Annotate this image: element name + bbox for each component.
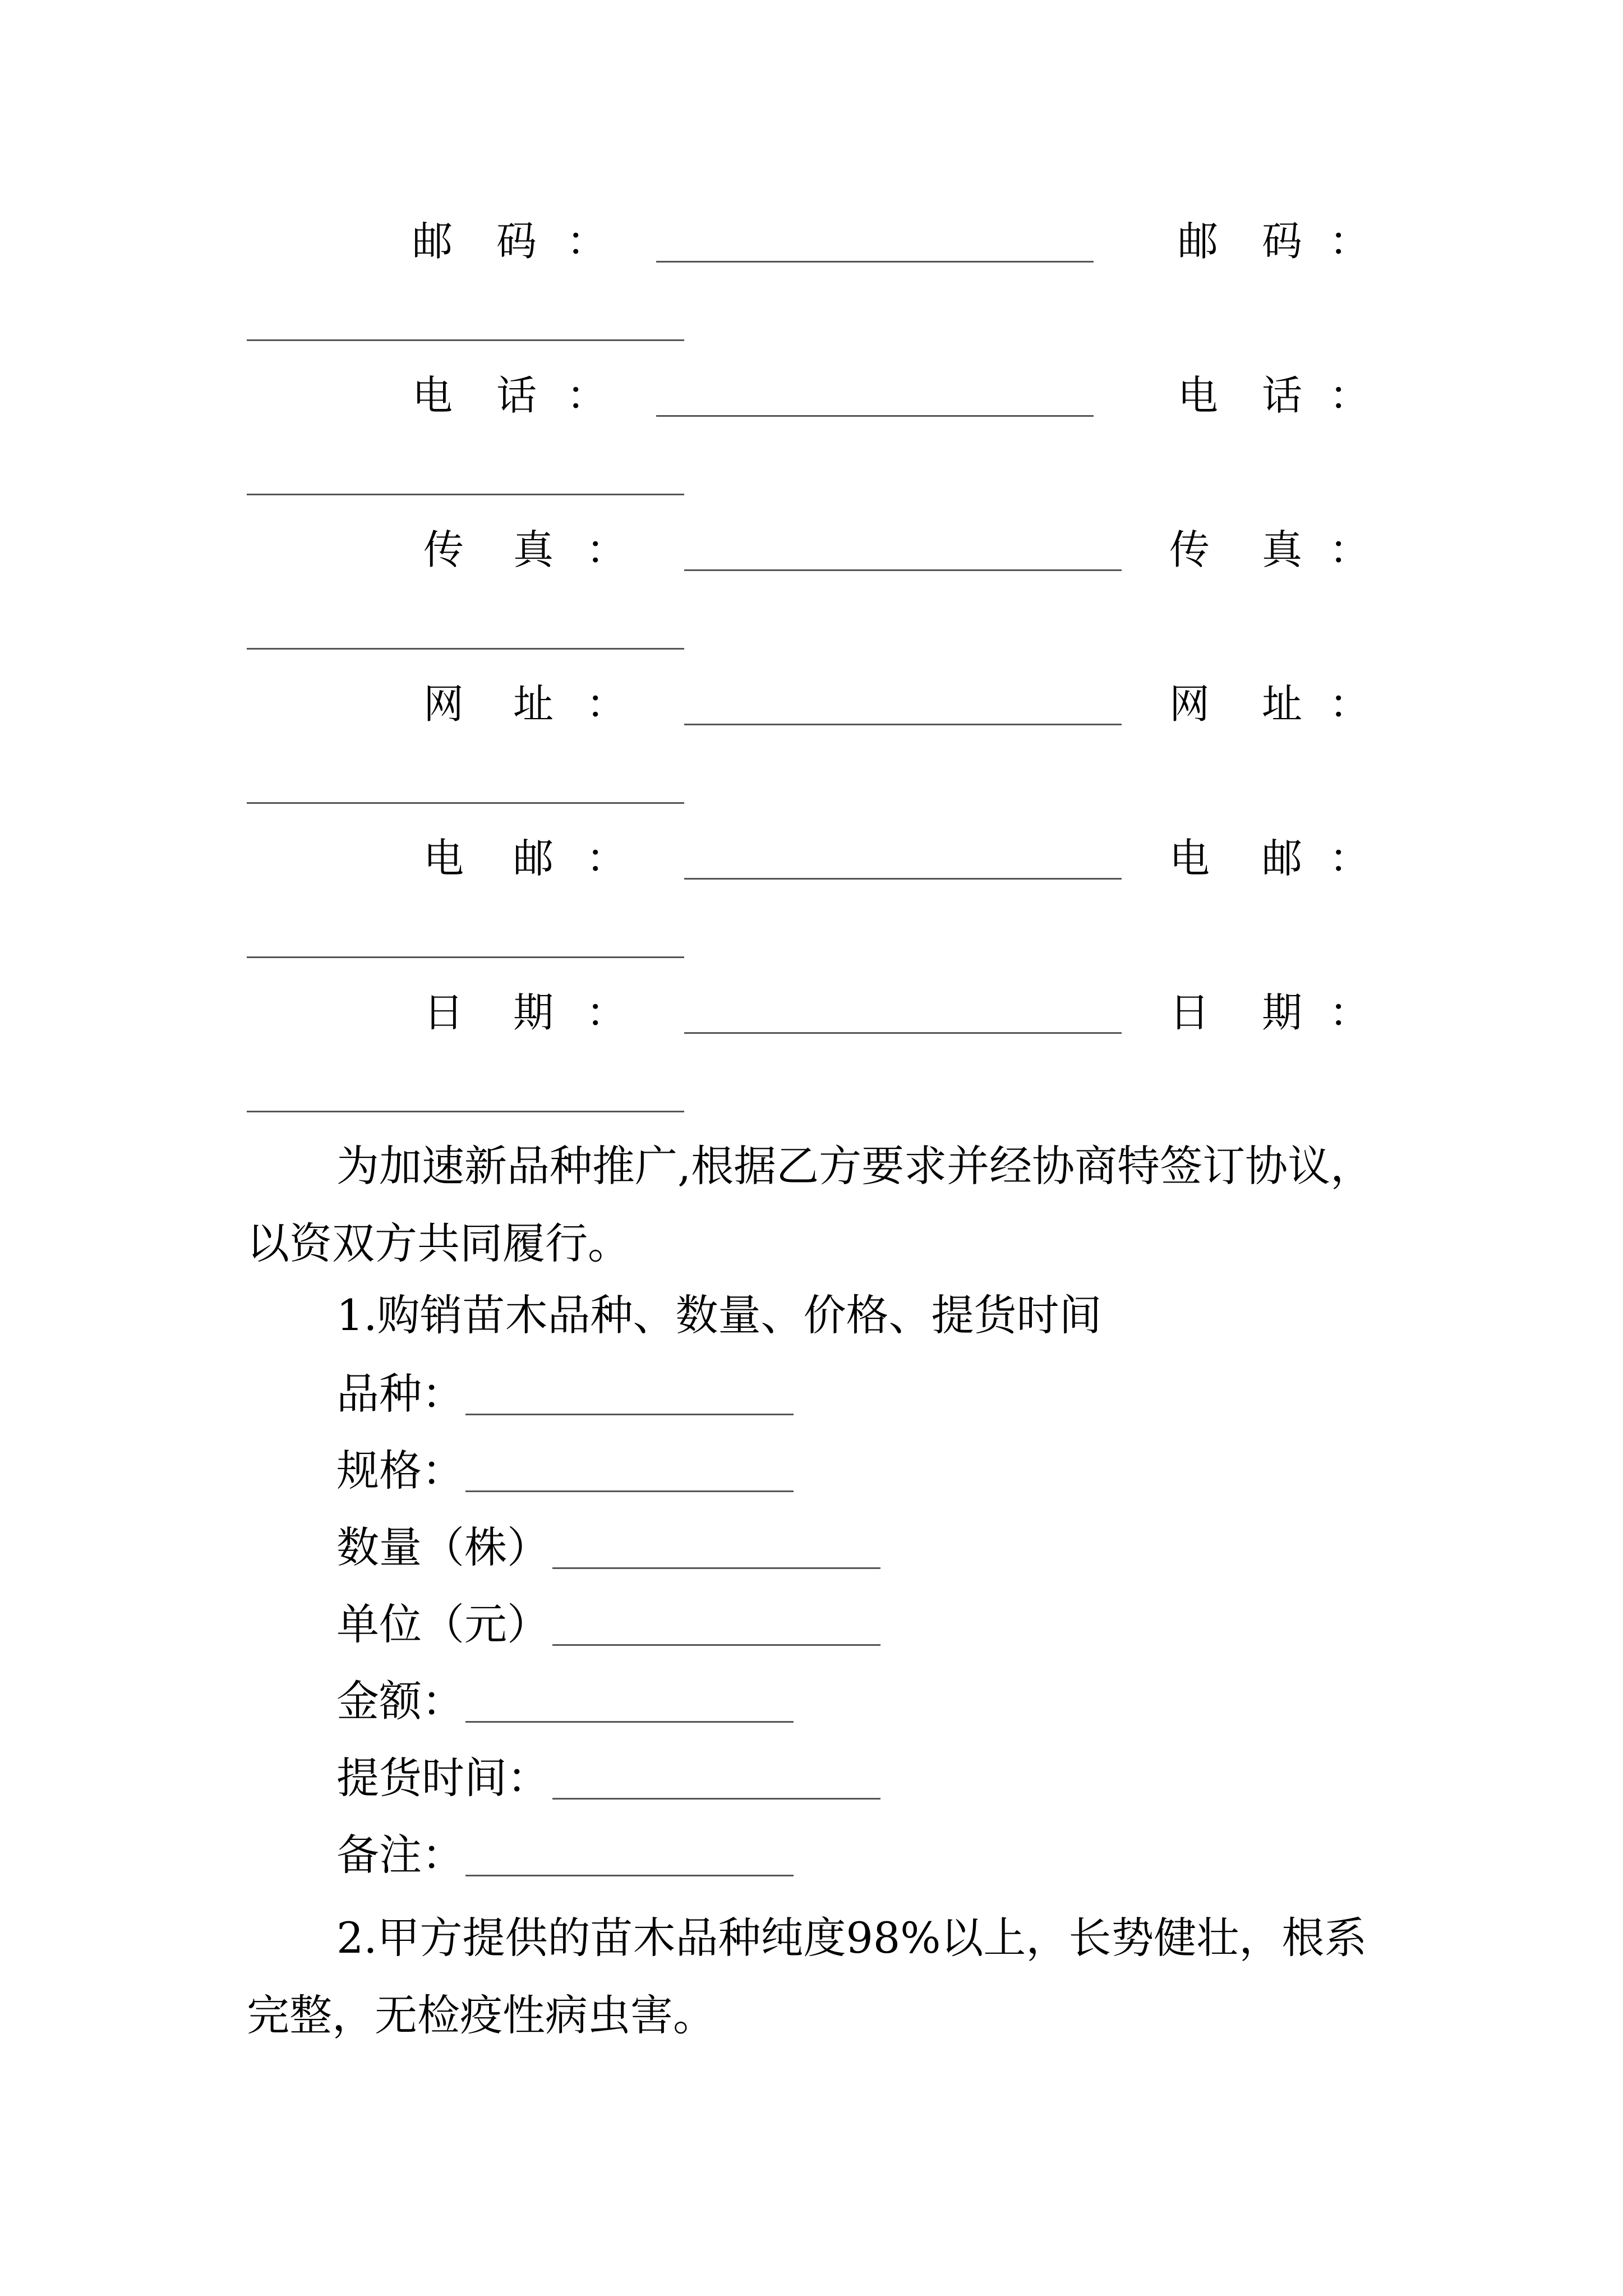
label-char: 话 [1262, 372, 1303, 419]
label-char: 码 [496, 218, 537, 265]
party-b-fax-field[interactable] [247, 648, 684, 650]
contact-row-website [0, 670, 1623, 839]
party-a-phone-field[interactable] [656, 415, 1094, 417]
label-char: 电 [1178, 372, 1219, 419]
label-char: 传 [1169, 526, 1210, 573]
label-colon: ： [1329, 218, 1370, 265]
party-a-date-field[interactable] [684, 1032, 1122, 1034]
label-colon: ： [1329, 835, 1370, 882]
item-amount-field[interactable] [465, 1721, 794, 1723]
item-variety-field[interactable] [465, 1414, 794, 1415]
label-char: 网 [423, 680, 464, 728]
contact-row-email [0, 825, 1623, 993]
party-a-email-field[interactable] [684, 878, 1122, 880]
item-amount-label: 金额： [336, 1676, 464, 1726]
label-char: 址 [1262, 680, 1303, 728]
intro-paragraph: 为加速新品种推广,根据乙方要求并经协商特签订协议，以资双方共同履行。 [247, 1141, 1373, 1268]
item-quantity-field[interactable] [552, 1567, 880, 1569]
section2-paragraph: 2.甲方提供的苗木品种纯度98%以上，长势健壮，根系完整，无检疫性病虫害。 [247, 1913, 1367, 2040]
label-char: 期 [1262, 989, 1303, 1036]
label-colon: ： [586, 989, 627, 1036]
label-colon: ： [1329, 372, 1370, 419]
item-remarks-field[interactable] [465, 1875, 794, 1876]
label-colon: ： [566, 218, 607, 265]
label-char: 传 [423, 526, 464, 573]
item-pickup-time-field[interactable] [552, 1798, 880, 1800]
party-a-fax-field[interactable] [684, 569, 1122, 571]
label-char: 电 [423, 835, 464, 882]
item-unit-price-field[interactable] [552, 1644, 880, 1646]
item-quantity-label: 数量（株） [336, 1522, 550, 1572]
label-char: 话 [496, 372, 537, 419]
label-colon: ： [586, 680, 627, 728]
label-colon: ： [1329, 680, 1370, 728]
label-char: 网 [1169, 680, 1210, 728]
party-b-phone-field[interactable] [247, 494, 684, 495]
label-colon: ： [1329, 526, 1370, 573]
contact-row-date [0, 979, 1623, 1147]
label-char: 日 [423, 989, 464, 1036]
party-a-website-field[interactable] [684, 724, 1122, 725]
label-char: 邮 [513, 835, 554, 882]
item-variety-label: 品种： [336, 1369, 464, 1419]
contact-row-fax [0, 516, 1623, 684]
party-b-date-field[interactable] [247, 1111, 684, 1112]
label-char: 电 [412, 372, 453, 419]
party-a-postcode-field[interactable] [656, 261, 1094, 263]
label-char: 真 [1262, 526, 1303, 573]
label-char: 邮 [1178, 218, 1219, 265]
item-remarks-label: 备注： [336, 1830, 464, 1880]
label-colon: ： [1329, 989, 1370, 1036]
label-char: 邮 [1262, 835, 1303, 882]
section1-title: 1.购销苗木品种、数量、价格、提货时间 [336, 1290, 1102, 1340]
item-unit-price-label: 单位（元） [336, 1599, 550, 1649]
label-colon: ： [586, 835, 627, 882]
item-spec-field[interactable] [465, 1490, 794, 1492]
contact-row-postcode [0, 208, 1623, 376]
party-b-email-field[interactable] [247, 956, 684, 958]
label-char: 址 [513, 680, 554, 728]
party-b-website-field[interactable] [247, 802, 684, 804]
contact-row-phone [0, 362, 1623, 530]
label-char: 邮 [412, 218, 453, 265]
label-char: 真 [513, 526, 554, 573]
label-colon: ： [586, 526, 627, 573]
label-char: 电 [1169, 835, 1210, 882]
label-char: 码 [1262, 218, 1303, 265]
label-colon: ： [566, 372, 607, 419]
item-pickup-time-label: 提货时间： [336, 1753, 550, 1803]
label-char: 日 [1169, 989, 1210, 1036]
label-char: 期 [513, 989, 554, 1036]
item-spec-label: 规格： [336, 1446, 464, 1496]
party-b-postcode-field[interactable] [247, 339, 684, 341]
